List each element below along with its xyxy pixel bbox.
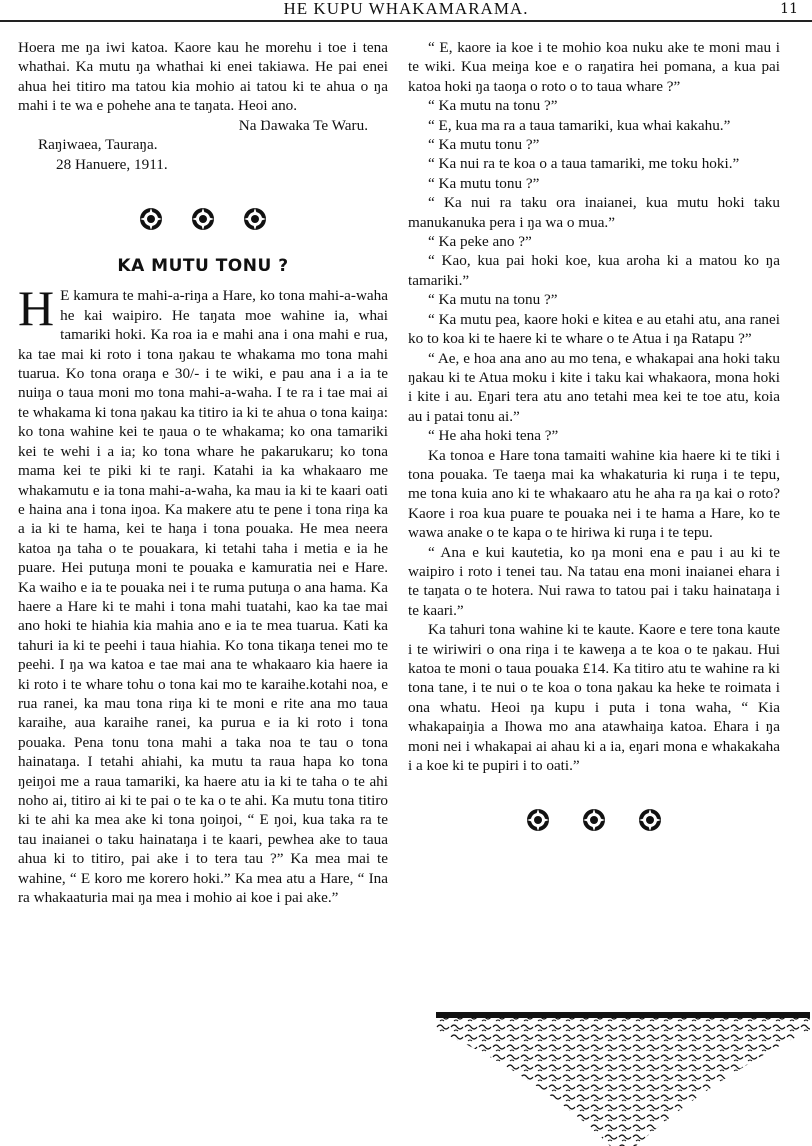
dialogue-paragraph: Ka tahuri tona wahine ki te kaute. Kaore e tere tona kaute i te wiriwiri o ona riŋa i te kaweŋa a te koa o te ŋakau. Hui katoa te moni o taua pouaka £14. Ka titiro atu te wahine ra ki tona tane, i te nui o te koa o tona ŋakau ka heke te roimata i ona whatu. Heoi ŋa kupu i puta i tona waha, “ Kia whakapaiŋia a Ihowa mo ana atawhaiŋa katoa. Ehara i ŋa moni nei i whakapai ai ahau ki a ia, eŋari mona e whakakaha i a koe ki te pupiri i to oati.” xyxy=(408,621,780,775)
flower-ornament-icon xyxy=(581,807,607,833)
dialogue-paragraph: “ Ka peke ano ?” xyxy=(428,233,532,251)
flower-ornament-icon xyxy=(525,807,551,833)
flower-ornament-icon xyxy=(138,206,164,232)
dialogue-paragraph: “ Ka mutu na tonu ?” xyxy=(428,291,558,309)
dialogue-paragraph: Ka tonoa e Hare tona tamaiti wahine kia haere ki te tiki i tona pouaka. Te taeŋa mai ka whakaturia ki ruŋa i te tepu, me tona kuia ano ki te whakaaro atu he aha ra ŋa kai o roto? Kaore i roa kua puare te pouaka nei i te hama a Hare, ko te wawa anake o te kapa o te hiriwa ki ruŋa i te tepu. xyxy=(408,446,780,542)
running-title: HE KUPU WHAKAMARAMA. xyxy=(283,0,529,18)
dialogue-paragraph: “ Ka mutu pea, kaore hoki e kitea e au etahi atu, ana ranei ko to koa ki te haere ki te whare o te Atua i ŋa Ratapu ?” xyxy=(408,310,780,348)
ornament-row-end xyxy=(408,807,780,833)
flower-ornament-icon xyxy=(242,206,268,232)
flower-ornament-icon xyxy=(637,807,663,833)
story-text: E kamura te mahi-a-riŋa a Hare, ko tona mahi-a-waha he kai waipiro. He taŋata moe wahine ia, whai tamariki hoki. Ka roa ia e mahi ana i ona mahi e rua, ka tae mai ki roto i tona ŋakau te whakama mo tona mahi tuarua. Ko tona oraŋa e 30/- i te wiki, e pau ana i a ia te nuiŋa o taua moni mo tona mahi-a-waha. I te ra i tae mai ai te whakama ki tona ŋakau ka titiro ia ki te ahua o tona kaiŋa: ko tona wahine kei te ŋaua o te whakama; ko ona tamariki kei te wehi i a ia; ko tona whare he pakarukaru; ko tona mama kei te piki ki te raŋi. Katahi ia ka whakaaro me whakamutu e ia tona mahi-a-waha, ka mau ia ki te kaari oati e haina ana i tona iŋoa. Ka makere atu te pene i tona riŋa ka a ia ki te hama, kei te haŋa i tona pouaka. He mea neera katoa ŋa taha o te pouakara, ki tetahi taha i metia e ia he puare. Hei putuŋa moni te pouaka e kamuratia nei e Hare. Ka waiho e ia te pouaka nei i te ruma putuŋa o ana hama. Ka haere a Hare ki te mahi i tona mahi tuatahi, kao ka tae mai ano hoki te hiahia kia mahia ano e ia te mea tuarua. Kati ka tahuri ia ki te peehi i taua hiahia. Ko tona tikaŋa tenei mo te peehi. I ŋa wa katoa e tae mai ana te whakaaro kia haere ia ki roto i te whare tohu o tona kai mo te karaihe.kotahi noa, e rua ranei, ka mau tona riŋa ki te moni e rite ana mo taua karaihe, aua karaihe ranei, ka purua e ia ki roto i tona pouaka. Pena tonu tona mahi a taka noa te tau o tona hainataŋa. I tetahi ahiahi, ka mutu ta raua hapa ko tona ŋeiŋoi me a raua tamariki, ka haere atu ia ki te taha o te ahi noho ai, titiro ai ki te pai o te ka o te ahi. Ka mutu tona titiro ki te ahi ka mea ake ki tona ŋoiŋoi, “ E ŋoi, kua taka ra te tau inaianei o taku hainataŋa i te kaari, pewhea ake to taua ahua ki to titiro, pai ake i to tera tau ?” Ka mea mai te wahine, “ E koro me korero hoki.” Ka mea atu a Hare, “ Ina ra whakaaturia mai ŋa mea i mohio ai koe i pai ake.” xyxy=(18,287,388,907)
dialogue-paragraph: “ Ka mutu tonu ?” xyxy=(428,174,540,192)
ornament-row xyxy=(18,206,388,232)
date-line: 28 Hanuere, 1911. xyxy=(56,156,168,174)
dialogue-paragraph: “ E, kua ma ra a taua tamariki, kua whai kakahu.” xyxy=(428,116,731,134)
dialogue-paragraph: “ Ka mutu na tonu ?” xyxy=(428,97,558,115)
dialogue-paragraph: “ Ka nui ra taku ora inaianei, kua mutu hoki taku manukanuka pera i ŋa wa o mua.” xyxy=(408,194,780,231)
left-column xyxy=(18,38,388,907)
right-column xyxy=(408,38,780,855)
decorative-tailpiece xyxy=(436,1012,810,1146)
dialogue-paragraph: “ Ana e kui kautetia, ko ŋa moni ena e pau i au ki te waipiro i roto i tenei tau. Na tatau ena moni inaianei ehara i te taŋata o te hotera. Nui rawa to tatou pai i taku hainataŋa i te kaari.” xyxy=(408,543,780,619)
story-title: KA MUTU TONU ? xyxy=(117,256,289,277)
dialogue-paragraph: “ Ka nui ra te koa o a taua tamariki, me toku hoki.” xyxy=(428,155,740,173)
intro-paragraph: Hoera me ŋa iwi katoa. Kaore kau he morehu i toe i tena whathai. Ka mutu ŋa whathai ki enei takiawa. He pai enei ahua hei titiro ma tatou kia mohio ai tatou ki te ahua o ŋa mahi i te wa e pohehe ana te taŋata. Heoi ano. xyxy=(18,39,388,115)
dialogue-paragraph: “ Kao, kua pai hoki koe, kua aroha ki a matou ko ŋa tamariki.” xyxy=(408,252,780,289)
page-header xyxy=(0,0,812,22)
dialogue-paragraph: “ E, kaore ia koe i te mohio koa nuku ake te moni mau i te wiki. Kua meiŋa koe e o raŋatira hei pomana, a kua pai katoa hoki ŋa taoŋa o roto o to taua whare ?” xyxy=(408,39,780,95)
dialogue-paragraph: “ Ka mutu tonu ?” xyxy=(428,136,540,154)
place-line: Raŋiwaea, Tauraŋa. xyxy=(38,136,158,154)
dialogue-paragraph: “ He aha hoki tena ?” xyxy=(428,427,559,445)
signature: Na Ŋawaka Te Waru. xyxy=(238,116,368,134)
page-number: 11 xyxy=(780,1,798,17)
dialogue-paragraph: “ Ae, e hoa ana ano au mo tena, e whakapai ana hoki taku ŋakau ki te Atua moku i kite i taku kai whakaora, mona hoki i kite i au. Eŋari tera atu ano tetahi mea kei te toe atu, koia au i patai tonu ai.” xyxy=(408,349,780,425)
story-paragraph-1 xyxy=(18,280,388,907)
drop-cap: H xyxy=(18,280,55,337)
flower-ornament-icon xyxy=(190,206,216,232)
